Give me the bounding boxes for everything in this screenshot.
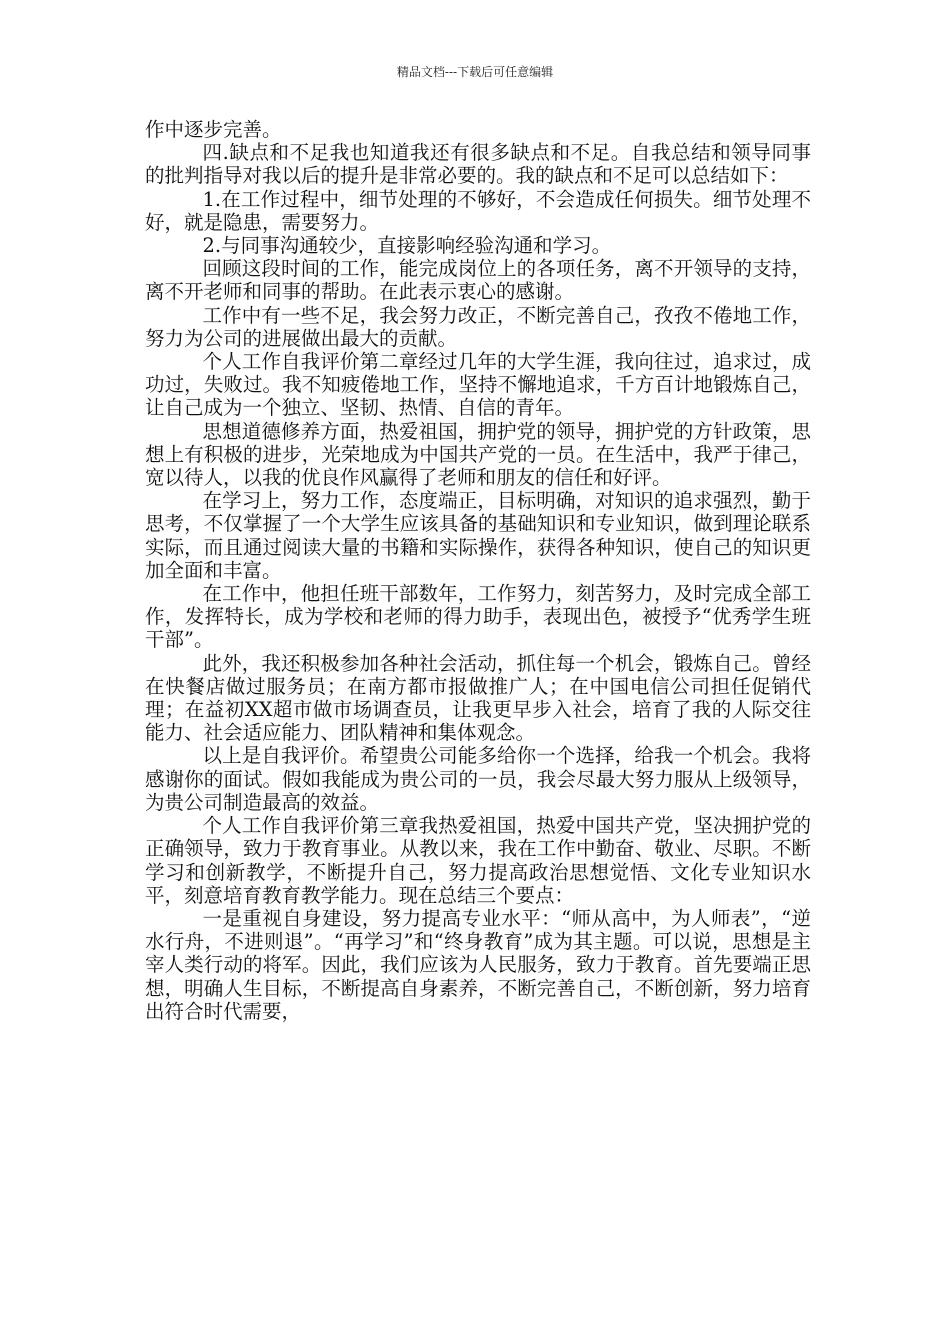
paragraph: 在学习上，努力工作，态度端正，目标明确，对知识的追求强烈，勤于思考，不仅掌握了一个大学生应该具备的基础知识和专业知识，做到理论联系实际，而且通过阅读大量的书籍和实际操作，获得各种知识，使自己的知识更加全面和丰富。 (145, 489, 811, 582)
paragraph: 一是重视自身建设，努力提高专业水平：“师从高中，为人师表”，“逆水行舟，不进则退”。“再学习”和“终身教育”成为其主题。可以说，思想是主宰人类行动的将军。因此，我们应该为人民服务，致力于教育。首先要端正思想，明确人生目标，不断提高自身素养，不断完善自己，不断创新，努力培育出符合时代需要， (145, 906, 811, 1023)
paragraph: 思想道德修养方面，热爱祖国，拥护党的领导，拥护党的方针政策，思想上有积极的进步，光荣地成为中国共产党的一员。在生活中，我严于律己，宽以待人，以我的优良作风赢得了老师和朋友的信任和好评。 (145, 419, 811, 490)
paragraph: 工作中有一些不足，我会努力改正，不断完善自己，孜孜不倦地工作，努力为公司的进展做出最大的贡献。 (145, 303, 811, 350)
paragraph: 1.在工作过程中，细节处理的不够好，不会造成任何损失。细节处理不好，就是隐患，需要努力。 (145, 187, 811, 234)
paragraph: 回顾这段时间的工作，能完成岗位上的各项任务，离不开领导的支持，离不开老师和同事的帮助。在此表示衷心的感谢。 (145, 257, 811, 304)
document-body (145, 118, 811, 1023)
page-header: 精品文档---下载后可任意编辑 (396, 65, 554, 79)
paragraph: 作中逐步完善。 (145, 118, 282, 141)
paragraph: 个人工作自我评价第三章我热爱祖国，热爱中国共产党，坚决拥护党的正确领导，致力于教育事业。从教以来，我在工作中勤奋、敬业、尽职。不断学习和创新教学，不断提升自己，努力提高政治思想觉悟、文化专业知识水平，刻意培育教育教学能力。现在总结三个要点： (145, 814, 811, 907)
paragraph: 以上是自我评价。希望贵公司能多给你一个选择，给我一个机会。我将感谢你的面试。假如我能成为贵公司的一员，我会尽最大努力服从上级领导，为贵公司制造最高的效益。 (145, 744, 811, 814)
paragraph: 2.与同事沟通较少，直接影响经验沟通和学习。 (202, 234, 612, 258)
paragraph: 个人工作自我评价第二章经过几年的大学生涯，我向往过，追求过，成功过，失败过。我不知疲倦地工作，坚持不懈地追求，千方百计地锻炼自己，让自己成为一个独立、坚韧、热情、自信的青年。 (145, 350, 811, 420)
paragraph: 在工作中，他担任班干部数年，工作努力，刻苦努力，及时完成全部工作，发挥特长，成为学校和老师的得力助手，表现出色，被授予“优秀学生班干部”。 (145, 582, 811, 652)
paragraph: 四.缺点和不足我也知道我还有很多缺点和不足。自我总结和领导同事的批判指导对我以后的提升是非常必要的。我的缺点和不足可以总结如下： (145, 141, 811, 188)
paragraph: 此外，我还积极参加各种社会活动，抓住每一个机会，锻炼自己。曾经在快餐店做过服务员；在南方都市报做推广人；在中国电信公司担任促销代理；在益初XX超市做市场调查员，让我更早步入社会，培育了我的人际交往能力、社会适应能力、团队精神和集体观念。 (145, 651, 811, 745)
